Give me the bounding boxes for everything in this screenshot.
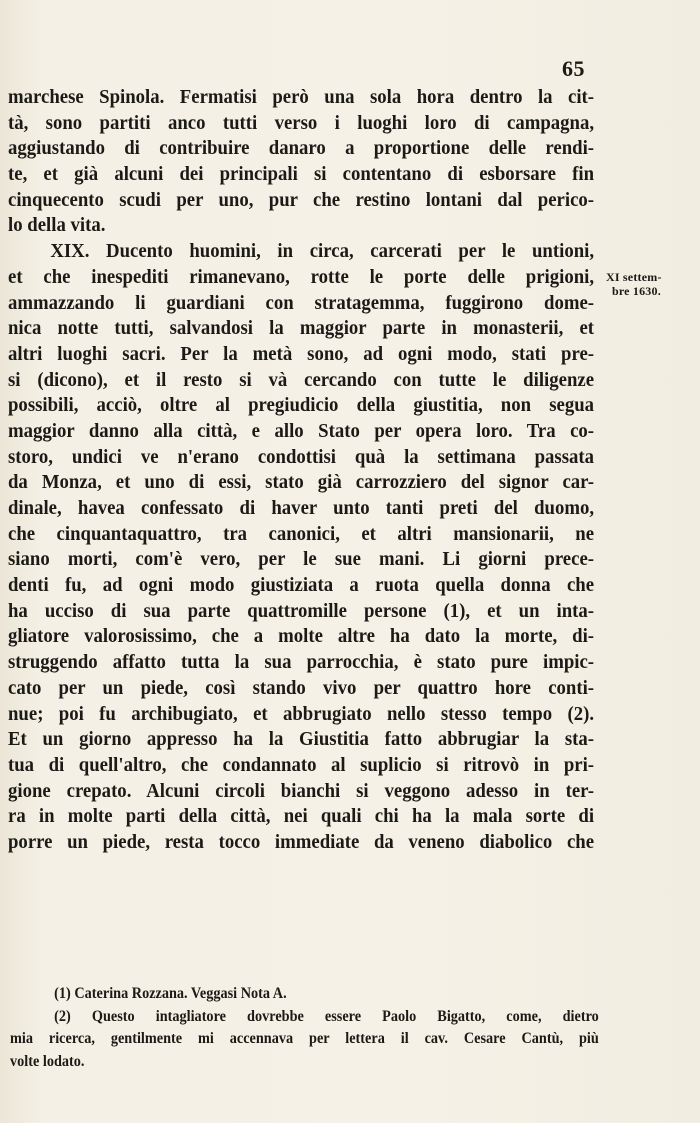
main-text <box>8 85 594 856</box>
footnotes <box>10 983 599 1073</box>
margin-note-line: bre 1630. <box>612 284 661 298</box>
page-number: 65 <box>562 56 585 81</box>
text-line: da Monza, et uno di essi, stato già carrozziero del signor car- <box>8 471 595 494</box>
text-line: struggendo affatto tutta la sua parrocchia, è stato pure impic- <box>8 651 595 674</box>
text-line: che cinquantaquattro, tra canonici, et altri mansionarii, ne <box>8 522 595 545</box>
text-line: cato per un piede, così stando vivo per quattro hore conti- <box>8 676 595 699</box>
text-line: storo, undici ve n'erano condottisi quà la settimana passata <box>8 445 595 468</box>
footnote-continuation: volte lodato. <box>10 1052 85 1070</box>
text-line: tà, sono partiti anco tutti verso i luoghi loro di campagna, <box>8 111 595 134</box>
text-line: ammazzando li guardiani con stratagemma, fuggirono dome- <box>8 291 595 314</box>
text-line: tua di quell'altro, che condannato al suplicio si ritrovò in pri- <box>8 753 595 776</box>
text-line: cinquecento scudi per uno, pur che restino lontani dal perico- <box>8 188 595 211</box>
text-line: aggiustando di contribuire danaro a proportione delle rendi- <box>8 137 595 160</box>
footnote-continuation: mia ricerca, gentilmente mi accennava per lettera il cav. Cesare Cantù, più <box>10 1030 599 1047</box>
text-line: lo della vita. <box>8 214 106 237</box>
footnote: (1) Caterina Rozzana. Veggasi Nota A. <box>54 985 287 1002</box>
footnote: (2) Questo intagliatore dovrebbe essere Paolo Bigatto, come, dietro <box>54 1007 599 1025</box>
text-line: si (dicono), et il resto si và cercando con tutte le diligenze <box>8 368 595 391</box>
text-line: ra in molte parti della città, nei quali chi ha la mala sorte di <box>8 805 595 828</box>
text-line: et che inespediti rimanevano, rotte le porte delle prigioni, <box>8 265 595 288</box>
text-line: nica notte tutti, salvandosi la maggior parte in monasterii, et <box>8 317 595 340</box>
text-line: gione crepato. Alcuni circoli bianchi si veggono adesso in ter- <box>8 779 595 802</box>
text-line: denti fu, ad ogni modo giustiziata a ruota quella donna che <box>8 574 595 597</box>
text-line: marchese Spinola. Fermatisi però una sola hora dentro la cit- <box>8 86 595 108</box>
section-heading-line: XIX. Ducento huomini, in circa, carcerati per le untioni, <box>50 240 595 263</box>
text-line: dinale, havea confessato di haver unto tanti preti del duomo, <box>8 497 595 519</box>
text-line: Et un giorno appresso ha la Giustitia fatto abbrugiar la sta- <box>8 728 595 751</box>
text-line: te, et già alcuni dei principali si contentano di esborsare fin <box>8 163 595 186</box>
text-line: nue; poi fu archibugiato, et abbrugiato nello stesso tempo (2). <box>8 702 595 725</box>
text-line: siano morti, com'è vero, per le sue mani. Li giorni prece- <box>8 548 595 571</box>
text-line: maggior danno alla città, e allo Stato per opera loro. Tra co- <box>8 419 595 442</box>
margin-date-note <box>606 270 696 298</box>
text-line: altri luoghi sacri. Per la metà sono, ad ogni modo, stati pre- <box>8 342 595 365</box>
margin-note-line: XI settem- <box>606 270 662 284</box>
text-line: gliatore valorosissimo, che a molte altre ha dato la morte, di- <box>8 625 595 648</box>
text-line: possibili, acciò, oltre al pregiudicio della giustitia, non segua <box>8 394 595 417</box>
text-line: ha ucciso di sua parte quattromille persone (1), et un inta- <box>8 599 595 622</box>
text-line: porre un piede, resta tocco immediate da veneno diabolico che <box>8 830 595 853</box>
